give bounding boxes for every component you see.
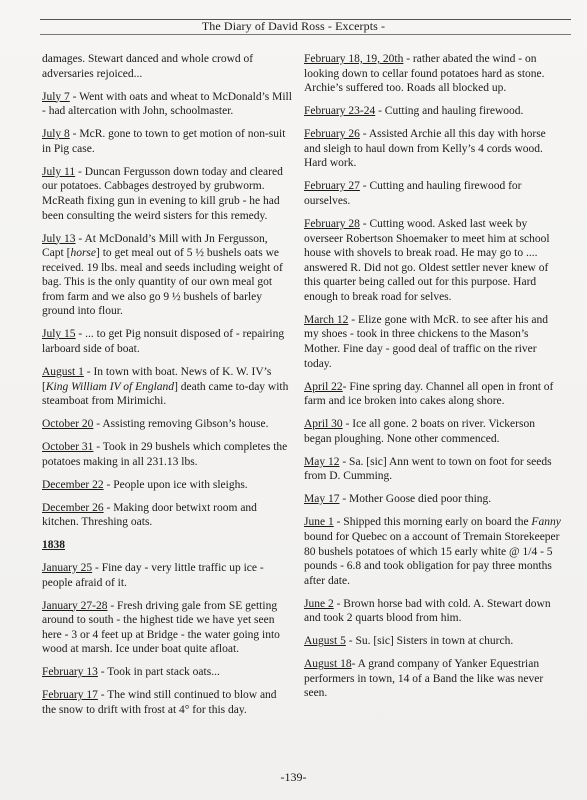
diary-entry	[304, 217, 562, 305]
entry-date: December 26	[42, 501, 104, 514]
entry-text: - Assisted Archie all this day with horse and sleigh to haul down from Kelly’s 4 cords wood. Hard work.	[304, 128, 546, 170]
diary-entry	[304, 417, 562, 446]
entry-text: - A grand company of Yanker Equestrian performers in town, 14 of a Band the like was never seen.	[304, 658, 544, 700]
entry-date: July 11	[42, 165, 76, 178]
entry-text: - Shipped this morning early on board the	[333, 516, 532, 529]
entry-date: April 30	[304, 418, 343, 431]
entry-text: - Fine day - very little traffic up ice - people afraid of it.	[42, 561, 264, 589]
entry-text: - Brown horse bad with cold. A. Stewart down and took 2 quarts blood from him.	[304, 597, 551, 625]
entry-text: - Fine spring day. Channel all open in front of farm and ice broken into cakes along shore.	[304, 380, 554, 408]
entry-text: - Cutting and hauling firewood.	[375, 105, 524, 118]
entry-text: - In town with boat. News of K. W. IV’s [	[42, 366, 272, 393]
entry-text: - Su. [sic] Sisters in town at church.	[345, 635, 514, 648]
entry-text: - McR. gone to town to get motion of non-suit in Pig case.	[42, 128, 286, 155]
diary-entry	[42, 232, 292, 320]
entry-text: - ... to get Pig nonsuit disposed of - repairing larboard side of boat.	[42, 328, 285, 356]
entry-text: - Went with oats and wheat to McDonald’s Mill - had altercation with John, schoolmaster.	[42, 90, 292, 118]
diary-entry	[42, 665, 292, 680]
entry-date: May 12	[304, 455, 340, 468]
page-number: -139-	[280, 770, 307, 784]
entry-text: - Cutting and hauling firewood for ourselves.	[304, 180, 522, 207]
entry-text: ] to get meal out of 5 ½ bushels oats we received. 19 lbs. meal and seeds including weight of bag. This is the only quantity of our own meal got from farm and we also go 9 ½ bushels of barley ground into flour.	[42, 247, 283, 318]
entry-date: February 26	[304, 128, 360, 141]
entry-date: October 20	[42, 418, 94, 431]
entry-date: January 25	[42, 561, 93, 574]
entry-text: - At McDonald’s Mill with Jn Fergusson, Capt [	[42, 232, 268, 260]
diary-entry	[42, 165, 292, 223]
entry-date: May 17	[304, 493, 340, 506]
entry-date: April 22	[304, 380, 343, 393]
diary-entry	[42, 365, 292, 409]
entry-date: February 23-24	[304, 105, 376, 118]
diary-entry	[42, 561, 292, 590]
entry-date: July 15	[42, 328, 76, 341]
running-title: The Diary of David Ross - Excerpts -	[201, 19, 386, 33]
diary-entry	[42, 52, 292, 81]
entry-text: - Mother Goose died poor thing.	[339, 493, 492, 506]
diary-entry	[304, 515, 562, 588]
diary-entry	[42, 327, 292, 356]
entry-text: - Cutting wood. Asked last week by overseer Robertson Shoemaker to meet him at school house with shovels to break road. He may go to .... answered R. Did not go. Oldest settler never knew of this quarter being called out for this purpose. Hard enough to break road for selves.	[304, 217, 550, 303]
entry-text: - Took in 29 bushels which completes the potatoes making in all 231.13 lbs.	[42, 441, 288, 468]
diary-entry	[42, 440, 292, 469]
diary-entry	[304, 634, 562, 649]
entry-date: February 28	[304, 217, 360, 230]
diary-entry	[304, 127, 562, 171]
entry-text: - People upon ice with sleighs.	[103, 478, 248, 491]
entry-date: February 18, 19, 20th	[304, 53, 404, 65]
year-heading: 1838	[42, 539, 65, 552]
diary-entry	[304, 657, 562, 701]
diary-entry	[304, 52, 562, 96]
entry-date: August 1	[42, 366, 84, 379]
diary-entry	[42, 127, 292, 156]
diary-entry	[42, 599, 292, 657]
header-rule-bottom	[40, 34, 571, 35]
entry-text: - Sa. [sic] Ann went to town on foot for seeds from D. Cumming.	[304, 455, 552, 483]
diary-entry	[304, 104, 562, 119]
entry-date: August 5	[304, 635, 346, 648]
diary-entry	[304, 597, 562, 626]
entry-date: October 31	[42, 441, 94, 454]
entry-text: damages. Stewart danced and whole crowd of adversaries rejoiced...	[42, 53, 254, 80]
entry-text: - Making door betwixt room and kitchen. Threshing oats.	[42, 501, 257, 529]
entry-date: August 18	[304, 658, 352, 671]
entry-date: January 27-28	[42, 599, 108, 612]
entry-text: - Ice all gone. 2 boats on river. Vickerson began ploughing. None other commenced.	[304, 418, 535, 445]
diary-entry	[304, 179, 562, 208]
diary-entry	[42, 478, 292, 493]
entry-date: July 13	[42, 232, 76, 245]
entry-text: - Elize gone with McR. to see after his and my shoes - took in three chickens to the Mason’s Mother. Fine day - good deal of traffic on the river today.	[304, 313, 548, 370]
entry-text: - The wind still continued to blow and the snow to drift with frost at 4° for this day.	[42, 689, 277, 716]
diary-entry	[42, 90, 292, 119]
diary-entry	[304, 313, 562, 371]
diary-entry	[304, 492, 562, 507]
entry-text: - Took in part stack oats...	[97, 666, 220, 679]
diary-entry	[42, 501, 292, 530]
left-column	[42, 52, 292, 726]
entry-italic-text: Fanny	[531, 516, 561, 529]
entry-date: March 12	[304, 313, 349, 326]
entry-date: June 1	[304, 516, 334, 529]
diary-entry	[304, 455, 562, 484]
entry-text: - Assisting removing Gibson’s house.	[93, 418, 269, 431]
entry-text: - rather abated the wind - on looking down to cellar found potatoes hard as stone. Archie’s suffered too. Roads all blocked up.	[304, 53, 545, 95]
entry-date: July 8	[42, 128, 70, 141]
entry-text: - Fresh driving gale from SE getting around to south - the highest tide we have yet seen here - 3 or 4 feet up at Bridge - the water going into wood at marsh. Ice under boat quite afloat.	[42, 599, 280, 656]
diary-entry	[42, 688, 292, 717]
entry-date: February 17	[42, 689, 98, 702]
entry-date: February 13	[42, 666, 98, 679]
entry-date: July 7	[42, 90, 70, 103]
entry-text: ] death came to-day with steamboat from Mirimichi.	[42, 380, 289, 408]
entry-italic-text: King William IV of England	[45, 380, 175, 393]
diary-entry	[304, 380, 562, 409]
right-column	[304, 52, 562, 709]
entry-date: June 2	[304, 597, 334, 610]
entry-date: December 22	[42, 478, 104, 491]
entry-text: bound for Quebec on a account of Tremain Storekeeper 80 bushels potatoes of which 15 early white @ 1/4 - 5 pounds - 6.8 and took obligation for pay three months after date.	[304, 530, 560, 587]
entry-text: - Duncan Fergusson down today and cleared our potatoes. Cabbages destroyed by grubworm. McReath fixing gun in evening to kill grub - he had been consulting the weird sisters for this remedy.	[42, 165, 283, 222]
diary-entry	[42, 417, 292, 432]
entry-italic-text: horse	[70, 247, 96, 260]
entry-date: February 27	[304, 180, 360, 193]
